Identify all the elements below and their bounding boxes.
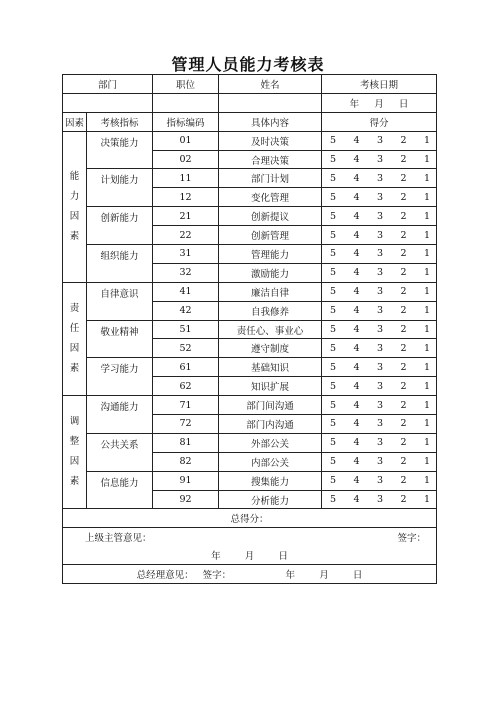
score-option[interactable]: 4	[353, 229, 360, 241]
score-cell[interactable]	[322, 415, 437, 434]
content-cell: 变化管理	[219, 188, 322, 207]
score-option[interactable]: 2	[400, 286, 407, 298]
score-option[interactable]: 2	[400, 342, 407, 354]
score-option[interactable]: 4	[353, 248, 360, 260]
score-option[interactable]: 3	[376, 210, 384, 222]
content-cell: 遵守制度	[219, 339, 322, 358]
score-option[interactable]: 5	[330, 135, 337, 147]
code-cell: 41	[153, 282, 219, 301]
score-option[interactable]: 2	[400, 154, 407, 165]
score-option[interactable]: 1	[423, 191, 430, 203]
content-cell: 内部公关	[219, 452, 322, 471]
code-cell: 22	[153, 226, 219, 245]
score-option[interactable]: 5	[330, 305, 337, 317]
indicator-cell: 沟通能力	[87, 396, 153, 434]
score-option[interactable]: 1	[423, 494, 430, 506]
score-cell[interactable]	[322, 339, 437, 358]
indicator-cell: 敬业精神	[87, 320, 153, 358]
score-option[interactable]: 1	[423, 399, 430, 411]
score-option[interactable]: 5	[330, 210, 337, 222]
score-options	[322, 305, 436, 316]
table-row	[63, 282, 437, 301]
score-option[interactable]: 4	[353, 342, 360, 354]
score-option[interactable]: 3	[376, 418, 384, 430]
review-date-label: 考核日期	[322, 75, 437, 94]
supervisor-year: 年	[211, 551, 221, 563]
score-option[interactable]: 1	[423, 305, 430, 317]
score-cell[interactable]	[322, 377, 437, 396]
score-option[interactable]: 2	[400, 361, 407, 373]
score-option[interactable]: 5	[330, 267, 337, 279]
name-field[interactable]	[219, 93, 322, 112]
col-score: 得分	[322, 112, 437, 131]
code-cell: 01	[153, 131, 219, 150]
code-cell: 92	[153, 490, 219, 509]
code-cell: 81	[153, 433, 219, 452]
score-option[interactable]: 1	[423, 248, 430, 260]
score-option[interactable]: 4	[353, 380, 360, 392]
score-option[interactable]: 1	[423, 210, 430, 222]
content-cell: 基础知识	[219, 358, 322, 377]
score-option[interactable]: 2	[400, 191, 407, 203]
score-option[interactable]: 1	[423, 437, 430, 449]
score-option[interactable]: 5	[330, 437, 337, 449]
gm-row	[63, 565, 437, 584]
score-option[interactable]: 2	[400, 324, 407, 336]
score-cell[interactable]	[322, 490, 437, 509]
score-option[interactable]: 4	[353, 135, 360, 147]
total-score-label: 总得分：	[63, 509, 437, 528]
score-option[interactable]: 2	[400, 418, 407, 430]
indicator-cell: 学习能力	[87, 358, 153, 396]
score-options	[322, 211, 436, 222]
factor-cell: 能力因素	[63, 131, 87, 282]
score-options	[322, 418, 436, 429]
score-options	[322, 362, 436, 373]
score-option[interactable]: 4	[353, 324, 360, 336]
score-option[interactable]: 2	[400, 494, 407, 506]
score-option[interactable]: 4	[353, 418, 360, 430]
score-options	[322, 135, 436, 146]
position-label: 职位	[153, 75, 219, 94]
score-option[interactable]: 2	[400, 210, 407, 222]
code-cell: 71	[153, 396, 219, 415]
score-cell[interactable]	[322, 263, 437, 282]
indicator-cell: 决策能力	[87, 131, 153, 169]
content-cell: 外部公关	[219, 433, 322, 452]
score-options	[322, 286, 436, 297]
table-row	[63, 169, 437, 188]
score-options	[322, 230, 436, 241]
score-options	[322, 324, 436, 335]
header-row	[63, 75, 437, 94]
score-option[interactable]: 4	[353, 210, 360, 222]
score-option[interactable]: 1	[423, 172, 430, 184]
factor-cell: 责任因素	[63, 282, 87, 395]
score-options	[322, 248, 436, 259]
score-option[interactable]: 1	[423, 380, 430, 392]
score-option[interactable]: 4	[353, 361, 360, 373]
content-cell: 及时决策	[219, 131, 322, 150]
score-cell[interactable]	[322, 169, 437, 188]
score-cell[interactable]	[322, 245, 437, 264]
code-cell: 61	[153, 358, 219, 377]
indicator-cell: 计划能力	[87, 169, 153, 207]
score-cell[interactable]	[322, 396, 437, 415]
score-cell[interactable]	[322, 433, 437, 452]
score-options	[322, 267, 436, 278]
score-option[interactable]: 5	[330, 154, 337, 165]
content-cell: 部门间沟通	[219, 396, 322, 415]
indicator-cell: 组织能力	[87, 245, 153, 283]
score-option[interactable]: 3	[376, 305, 384, 317]
gm-month: 月	[319, 570, 329, 582]
code-cell: 31	[153, 245, 219, 264]
score-options	[322, 400, 436, 411]
score-option[interactable]: 4	[353, 305, 360, 317]
score-options	[322, 192, 436, 203]
code-cell: 91	[153, 471, 219, 490]
score-options	[322, 173, 436, 184]
score-option[interactable]: 3	[376, 380, 384, 392]
score-cell[interactable]	[322, 226, 437, 245]
supervisor-signature-label: 签字：	[322, 528, 437, 546]
score-cell[interactable]	[322, 452, 437, 471]
score-option[interactable]: 3	[376, 286, 384, 298]
supervisor-day: 日	[278, 551, 288, 563]
score-option[interactable]: 2	[400, 229, 407, 241]
content-cell: 知识扩展	[219, 377, 322, 396]
score-cell[interactable]	[322, 207, 437, 226]
year-label: 年	[349, 98, 360, 110]
content-cell: 部门内沟通	[219, 415, 322, 434]
factor-cell: 调整因素	[63, 396, 87, 509]
form-title: 管理人员能力考核表	[171, 55, 325, 74]
score-option[interactable]: 3	[376, 267, 384, 279]
score-option[interactable]: 3	[376, 494, 384, 506]
score-option[interactable]: 4	[353, 475, 360, 487]
gm-signature-label: 签字：	[202, 570, 232, 582]
score-options	[322, 381, 436, 392]
content-cell: 分析能力	[219, 490, 322, 509]
content-cell: 责任心、事业心	[219, 320, 322, 339]
score-cell[interactable]	[322, 150, 437, 169]
score-option[interactable]: 3	[376, 437, 384, 449]
table-row	[63, 207, 437, 226]
score-cell[interactable]	[322, 188, 437, 207]
table-row	[63, 245, 437, 264]
score-option[interactable]: 5	[330, 191, 337, 203]
score-option[interactable]: 3	[376, 324, 384, 336]
code-cell: 32	[153, 263, 219, 282]
score-option[interactable]: 3	[376, 191, 384, 203]
score-option[interactable]: 5	[330, 229, 337, 241]
score-option[interactable]: 3	[376, 399, 384, 411]
score-option[interactable]: 1	[423, 475, 430, 487]
score-option[interactable]: 3	[376, 361, 384, 373]
score-option[interactable]: 5	[330, 248, 337, 260]
content-cell: 廉洁自律	[219, 282, 322, 301]
table-row	[63, 320, 437, 339]
total-score-row	[63, 509, 437, 528]
score-option[interactable]: 5	[330, 456, 337, 468]
score-option[interactable]: 2	[400, 456, 407, 468]
score-option[interactable]: 4	[353, 191, 360, 203]
score-cell[interactable]	[322, 358, 437, 377]
score-option[interactable]: 5	[330, 342, 337, 354]
table-row	[63, 358, 437, 377]
score-options	[322, 456, 436, 467]
gm-opinion	[63, 565, 437, 584]
table-row	[63, 433, 437, 452]
table-row	[63, 396, 437, 415]
table-row	[63, 471, 437, 490]
header-input-row	[63, 93, 437, 112]
score-option[interactable]: 2	[400, 248, 407, 260]
score-options	[322, 437, 436, 448]
indicator-cell: 创新能力	[87, 207, 153, 245]
content-cell: 创新提议	[219, 207, 322, 226]
score-option[interactable]: 2	[400, 172, 407, 184]
score-option[interactable]: 5	[330, 324, 337, 336]
indicator-cell: 信息能力	[87, 471, 153, 509]
score-cell[interactable]	[322, 282, 437, 301]
code-cell: 82	[153, 452, 219, 471]
content-cell: 搜集能力	[219, 471, 322, 490]
score-options	[322, 494, 436, 505]
score-option[interactable]: 5	[330, 172, 337, 184]
day-label: 日	[398, 98, 409, 110]
score-cell[interactable]	[322, 320, 437, 339]
supervisor-row	[63, 528, 437, 546]
indicator-cell: 自律意识	[87, 282, 153, 320]
score-option[interactable]: 2	[400, 267, 407, 279]
content-cell: 激励能力	[219, 263, 322, 282]
evaluation-table	[62, 74, 437, 584]
review-date-field[interactable]	[322, 93, 437, 112]
score-option[interactable]: 4	[353, 437, 360, 449]
score-option[interactable]: 3	[376, 135, 384, 147]
score-option[interactable]: 4	[353, 172, 360, 184]
score-option[interactable]: 5	[330, 286, 337, 298]
score-option[interactable]: 5	[330, 380, 337, 392]
dept-label: 部门	[63, 75, 153, 94]
code-cell: 72	[153, 415, 219, 434]
score-option[interactable]: 4	[353, 154, 360, 165]
position-field[interactable]	[153, 93, 219, 112]
code-cell: 52	[153, 339, 219, 358]
score-option[interactable]: 4	[353, 399, 360, 411]
score-option[interactable]: 3	[376, 172, 384, 184]
score-option[interactable]: 2	[400, 305, 407, 317]
score-option[interactable]: 2	[400, 399, 407, 411]
gm-year: 年	[285, 570, 296, 582]
col-factor: 因素	[63, 112, 87, 131]
code-cell: 12	[153, 188, 219, 207]
supervisor-date-row	[63, 546, 437, 564]
dept-field[interactable]	[63, 93, 153, 112]
score-option[interactable]: 3	[376, 456, 384, 468]
score-option[interactable]: 4	[353, 456, 360, 468]
code-cell: 42	[153, 301, 219, 320]
score-option[interactable]: 3	[376, 229, 384, 241]
score-option[interactable]: 5	[330, 494, 337, 506]
score-option[interactable]: 5	[330, 361, 337, 373]
content-cell: 创新管理	[219, 226, 322, 245]
score-cell[interactable]	[322, 301, 437, 320]
score-option[interactable]: 5	[330, 475, 337, 487]
score-option[interactable]: 3	[376, 475, 384, 487]
gm-opinion-label: 总经理意见：	[136, 570, 194, 582]
score-option[interactable]: 1	[423, 286, 430, 298]
code-cell: 62	[153, 377, 219, 396]
score-option[interactable]: 1	[423, 135, 430, 147]
score-option[interactable]: 3	[376, 154, 384, 165]
score-options	[322, 343, 436, 354]
score-option[interactable]: 2	[400, 475, 407, 487]
score-option[interactable]: 1	[423, 267, 430, 279]
score-option[interactable]: 1	[423, 324, 430, 336]
col-content: 具体内容	[219, 112, 322, 131]
score-cell[interactable]	[322, 471, 437, 490]
score-cell[interactable]	[322, 131, 437, 150]
score-option[interactable]: 5	[330, 418, 337, 430]
score-option[interactable]: 1	[423, 361, 430, 373]
table-row	[63, 131, 437, 150]
score-option[interactable]: 4	[353, 267, 360, 279]
col-indicator: 考核指标	[87, 112, 153, 131]
score-options	[322, 154, 436, 165]
month-label: 月	[374, 98, 384, 110]
name-label: 姓名	[219, 75, 322, 94]
score-option[interactable]: 1	[423, 456, 430, 468]
score-option[interactable]: 5	[330, 399, 337, 411]
code-cell: 21	[153, 207, 219, 226]
indicator-cell: 公共关系	[87, 433, 153, 471]
score-option[interactable]: 3	[376, 342, 384, 354]
score-option[interactable]: 4	[353, 286, 360, 298]
supervisor-opinion-label: 上级主管意见：	[63, 528, 322, 546]
score-option[interactable]: 2	[400, 135, 407, 147]
score-option[interactable]: 4	[353, 494, 360, 506]
table-body	[63, 75, 437, 584]
score-option[interactable]: 1	[423, 342, 430, 354]
score-option[interactable]: 1	[423, 418, 430, 430]
column-header-row	[63, 112, 437, 131]
supervisor-date	[63, 546, 437, 564]
supervisor-month: 月	[244, 551, 255, 563]
code-cell: 02	[153, 150, 219, 169]
score-option[interactable]: 2	[400, 380, 407, 392]
score-options	[322, 475, 436, 486]
content-cell: 合理决策	[219, 150, 322, 169]
score-option[interactable]: 2	[400, 437, 407, 449]
content-cell: 管理能力	[219, 245, 322, 264]
code-cell: 51	[153, 320, 219, 339]
score-option[interactable]: 1	[423, 154, 430, 165]
content-cell: 部门计划	[219, 169, 322, 188]
content-cell: 自我修养	[219, 301, 322, 320]
score-option[interactable]: 3	[376, 248, 384, 260]
gm-day: 日	[352, 570, 363, 582]
score-option[interactable]: 1	[423, 229, 430, 241]
code-cell: 11	[153, 169, 219, 188]
col-code: 指标编码	[153, 112, 219, 131]
